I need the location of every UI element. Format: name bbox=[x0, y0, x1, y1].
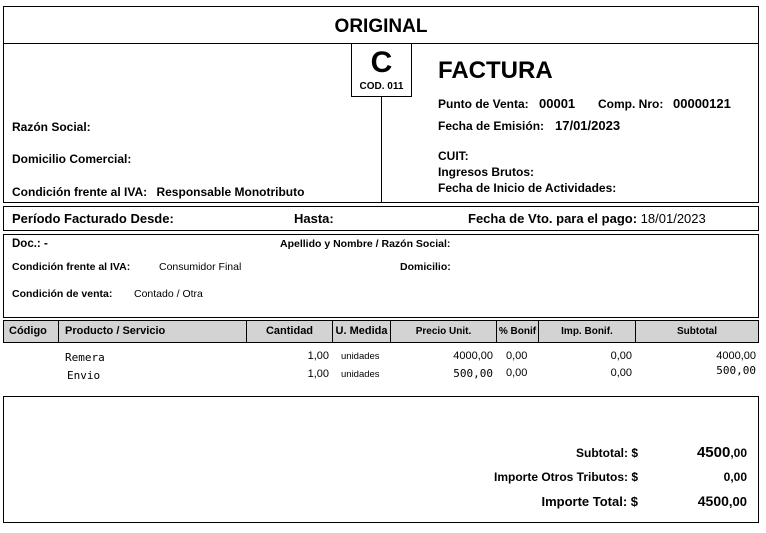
copy-header bbox=[3, 6, 759, 44]
doc-value: - bbox=[43, 238, 48, 250]
row-unidad: unidades bbox=[341, 351, 380, 362]
comp-nro-value: 00000121 bbox=[673, 96, 731, 111]
items-table-header bbox=[3, 320, 759, 343]
invoice-code: COD. 011 bbox=[359, 81, 404, 92]
row-unidad: unidades bbox=[341, 369, 380, 380]
otros-tributos-value: 0,00 bbox=[723, 470, 747, 484]
punto-venta-label: Punto de Venta: bbox=[438, 97, 529, 111]
col-header-codigo: Código bbox=[4, 321, 59, 342]
issuer-iva-label: Condición frente al IVA: bbox=[12, 185, 148, 199]
col-header-precio: Precio Unit. bbox=[391, 321, 497, 342]
ingresos-brutos-label: Ingresos Brutos: bbox=[438, 165, 535, 179]
client-iva-value: Consumidor Final bbox=[159, 261, 242, 273]
total-value bbox=[640, 493, 747, 511]
row-imp-bonif: 0,00 bbox=[610, 350, 632, 362]
vencimiento-label: Fecha de Vto. para el pago: bbox=[468, 211, 638, 226]
row-producto: Remera bbox=[65, 351, 105, 364]
invoice-letter: C bbox=[370, 46, 393, 79]
issuer-iva-value: Responsable Monotributo bbox=[156, 185, 305, 199]
subtotal-int: 4500 bbox=[696, 444, 731, 461]
vertical-divider bbox=[381, 96, 382, 202]
row-subtotal: 500,00 bbox=[716, 364, 756, 377]
row-precio: 4000,00 bbox=[453, 350, 493, 362]
col-header-bonif: % Bonif bbox=[497, 321, 539, 342]
client-iva-label: Condición frente al IVA: bbox=[12, 261, 131, 273]
col-header-unidad: U. Medida bbox=[333, 321, 391, 342]
razon-social-label: Razón Social: bbox=[12, 120, 91, 134]
cuit-label: CUIT: bbox=[438, 149, 469, 163]
condicion-venta-value: Contado / Otra bbox=[134, 288, 203, 300]
invoice-title: FACTURA bbox=[438, 57, 553, 84]
issuer-iva-row bbox=[12, 185, 304, 199]
periodo-desde-label: Período Facturado Desde: bbox=[12, 211, 174, 226]
subtotal-value bbox=[640, 444, 747, 462]
total-dec: ,00 bbox=[728, 494, 747, 509]
row-cantidad: 1,00 bbox=[307, 368, 329, 380]
punto-venta-value: 00001 bbox=[539, 96, 576, 111]
otros-tributos-label: Importe Otros Tributos: $ bbox=[493, 470, 638, 484]
col-header-imp-bonif: Imp. Bonif. bbox=[539, 321, 636, 342]
subtotal-dec: ,00 bbox=[730, 446, 747, 460]
doc-label: Doc.: bbox=[12, 238, 41, 250]
col-header-producto: Producto / Servicio bbox=[59, 321, 247, 342]
col-header-subtotal: Subtotal bbox=[677, 326, 717, 337]
table-row bbox=[0, 366, 766, 382]
total-int: 4500 bbox=[697, 493, 729, 509]
invoice-type-box bbox=[351, 43, 412, 97]
row-imp-bonif: 0,00 bbox=[610, 367, 632, 379]
fecha-emision-value: 17/01/2023 bbox=[555, 118, 621, 133]
vencimiento-value: 18/01/2023 bbox=[640, 211, 706, 226]
total-label: Importe Total: $ bbox=[541, 494, 638, 509]
client-domicilio-label: Domicilio: bbox=[400, 261, 451, 273]
row-cantidad: 1,00 bbox=[307, 350, 329, 362]
doc-row bbox=[12, 238, 48, 250]
domicilio-comercial-label: Domicilio Comercial: bbox=[12, 152, 132, 166]
row-producto: Envio bbox=[67, 369, 101, 382]
row-subtotal: 4000,00 bbox=[716, 350, 756, 362]
nombre-label: Apellido y Nombre / Razón Social: bbox=[280, 238, 451, 250]
copy-label: ORIGINAL bbox=[334, 16, 428, 37]
fecha-emision-label: Fecha de Emisión: bbox=[438, 119, 545, 133]
col-header-cantidad: Cantidad bbox=[247, 321, 333, 342]
periodo-hasta-label: Hasta: bbox=[294, 211, 334, 226]
row-bonif: 0,00 bbox=[506, 350, 528, 362]
row-precio: 500,00 bbox=[453, 367, 493, 380]
comp-nro-label: Comp. Nro: bbox=[598, 97, 664, 111]
row-bonif: 0,00 bbox=[506, 367, 528, 379]
table-row bbox=[0, 350, 766, 366]
inicio-actividades-label: Fecha de Inicio de Actividades: bbox=[438, 181, 617, 195]
vencimiento-row bbox=[468, 211, 706, 226]
condicion-venta-label: Condición de venta: bbox=[12, 288, 113, 300]
subtotal-label: Subtotal: $ bbox=[576, 446, 638, 460]
